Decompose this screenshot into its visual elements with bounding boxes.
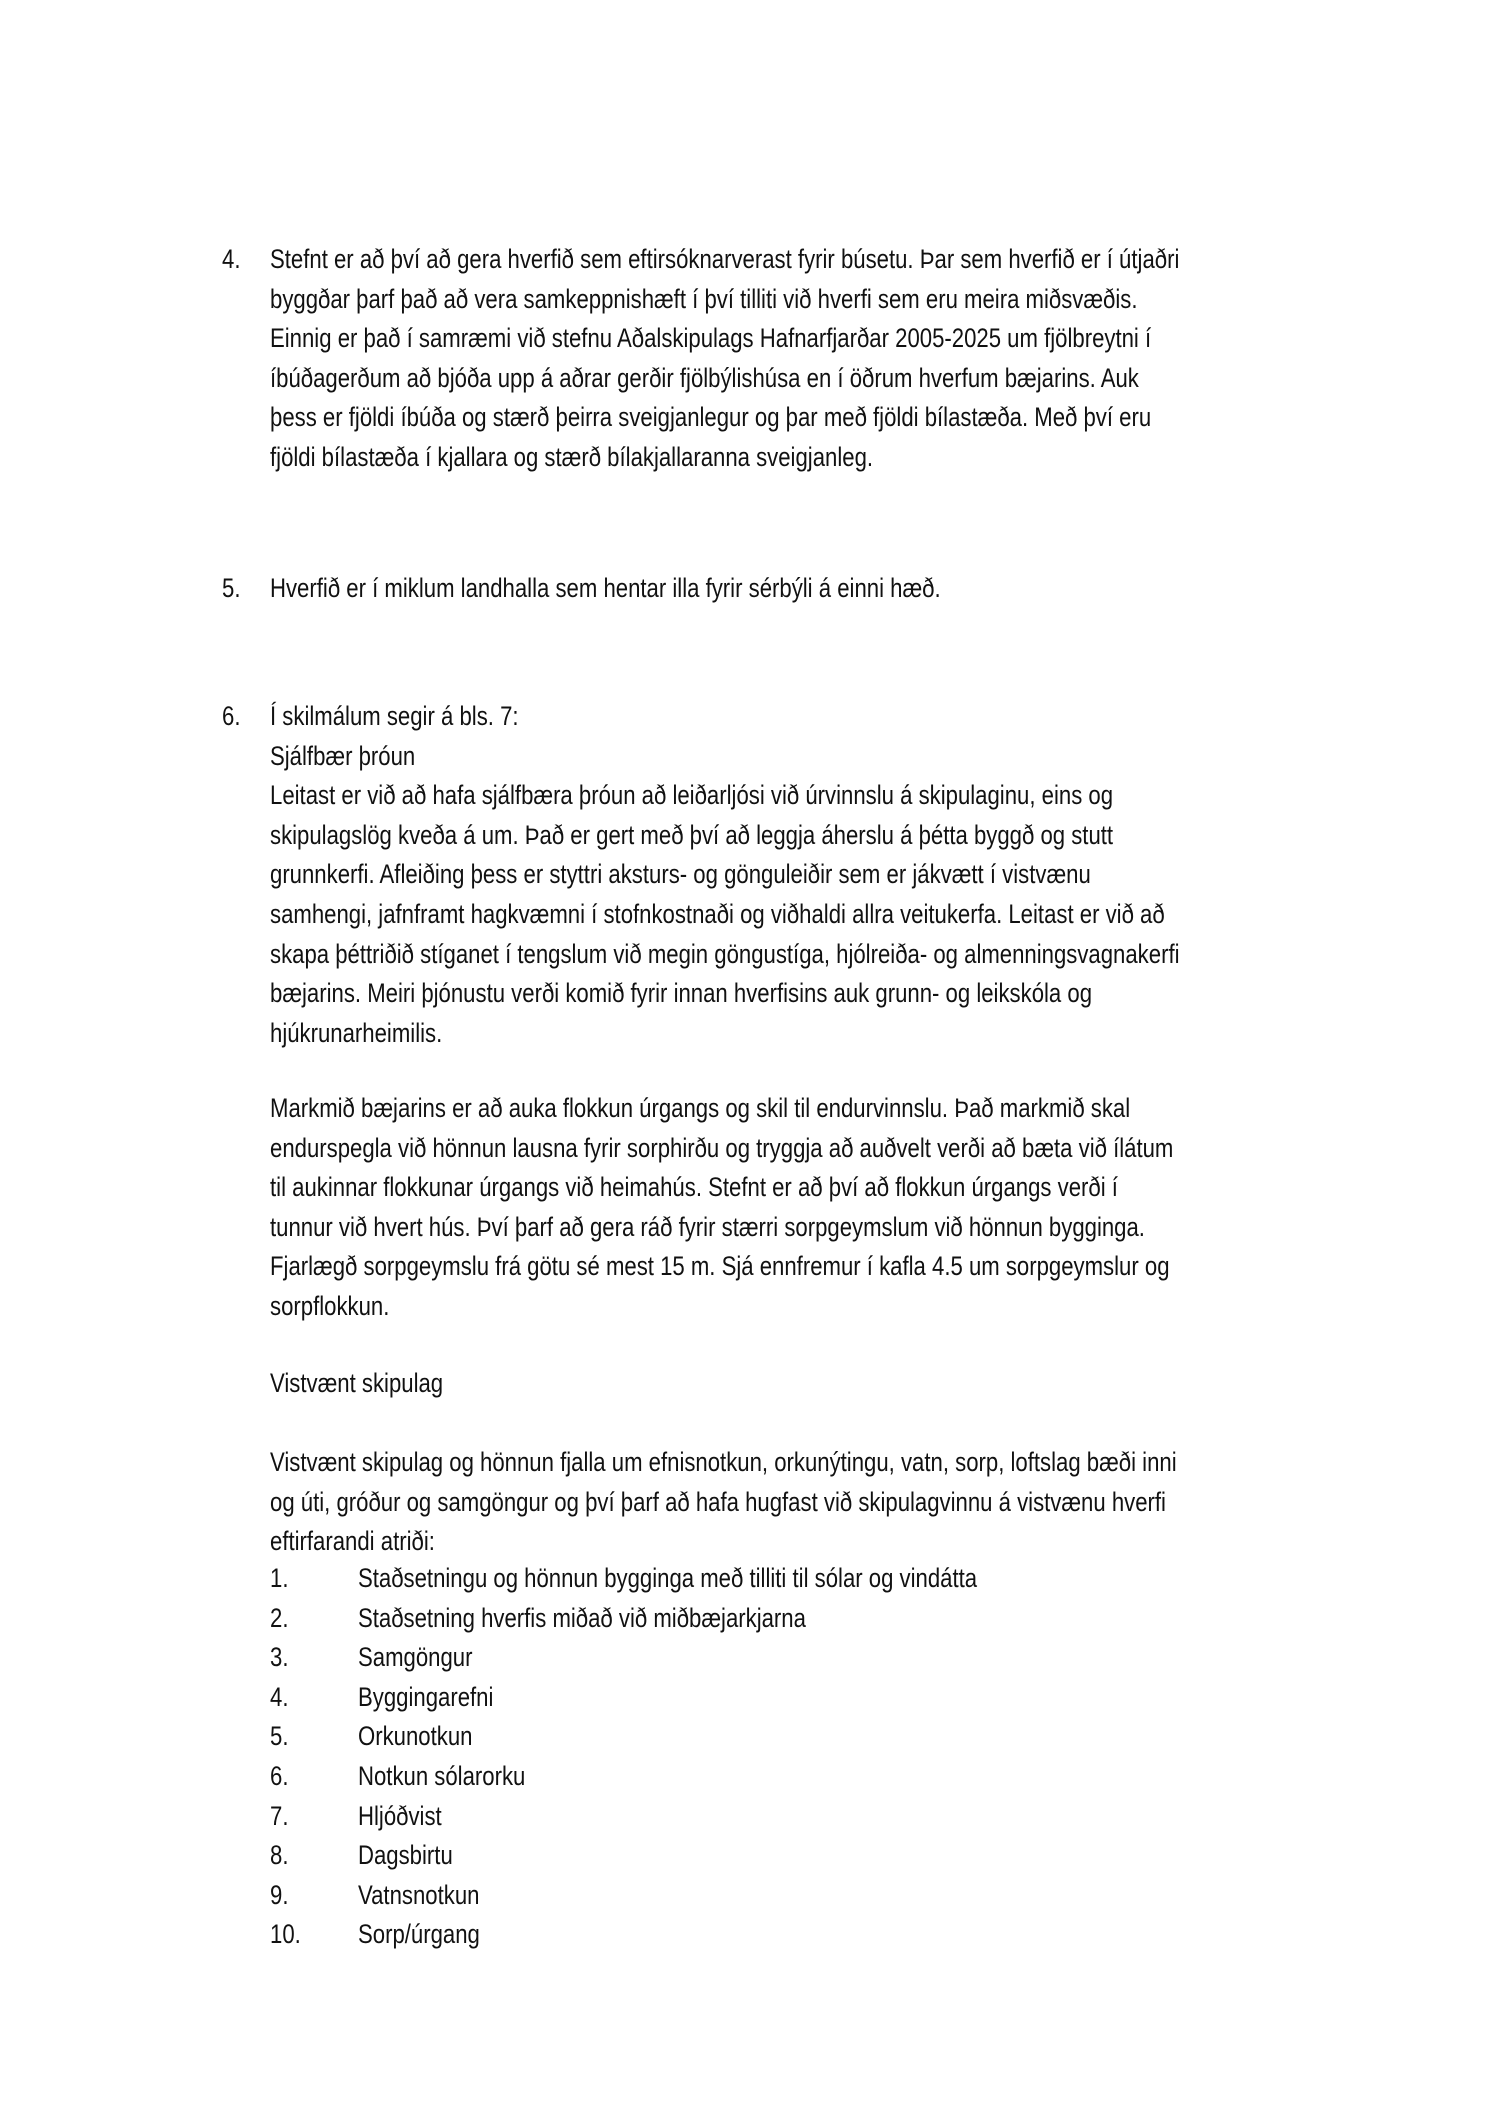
text-line: íbúðagerðum að bjóða upp á aðrar gerðir fjölbýlishúsa en í öðrum hverfum bæjarins. Auk [270, 362, 1139, 393]
list-number: 4. [270, 1681, 289, 1712]
text-line: þess er fjöldi íbúða og stærð þeirra sveigjanlegur og þar með fjöldi bílastæða. Með því eru [270, 402, 1152, 433]
list-number: 10. [270, 1919, 301, 1950]
text-line: fjöldi bílastæða í kjallara og stærð bílakjallaranna sveigjanleg. [270, 441, 874, 472]
paragraph [270, 569, 1088, 609]
item-number: 4. [222, 244, 241, 274]
text-line: grunnkerfi. Afleiðing þess er styttri aksturs- og gönguleiðir sem er jákvætt í vistvænu [270, 859, 1091, 890]
item-number: 5. [222, 573, 241, 603]
text-line: Einnig er það í samræmi við stefnu Aðalskipulags Hafnarfjarðar 2005-2025 um fjölbreytni í [270, 323, 1152, 354]
text-line: eftirfarandi atriði: [270, 1526, 435, 1557]
list-text: Hljóðvist [358, 1800, 442, 1831]
text-line: Í skilmálum segir á bls. 7: [270, 701, 519, 731]
paragraph-vistvaent [270, 1443, 1376, 1562]
text-line: Sjálfbær þróun [270, 740, 416, 771]
list-text: Sorp/úrgang [358, 1919, 480, 1950]
list-number: 8. [270, 1840, 289, 1871]
text-line: tunnur við hvert hús. Því þarf að gera ráð fyrir stærri sorpgeymslum við hönnun bygginga. [270, 1211, 1145, 1242]
list-item-6 [222, 697, 1379, 1053]
text-line: Leitast er við að hafa sjálfbæra þróun að leiðarljósi við úrvinnslu á skipulaginu, eins og [270, 780, 1114, 811]
list-number: 2. [270, 1602, 289, 1633]
list-number: 3. [270, 1642, 289, 1673]
text-line: byggðar þarf það að vera samkeppnishæft í því tilliti við hverfi sem eru meira miðsvæðis. [270, 283, 1138, 314]
item-number: 6. [222, 701, 241, 731]
text-line: skipulagslög kveða á um. Það er gert með því að leggja áherslu á þétta byggð og stutt [270, 819, 1114, 850]
list-text: Staðsetning hverfis miðað við miðbæjarkjarna [358, 1602, 806, 1633]
text-line: bæjarins. Meiri þjónustu verði komið fyrir innan hverfisins auk grunn- og leikskóla og [270, 978, 1093, 1009]
text-line: samhengi, jafnframt hagkvæmni í stofnkostnaði og viðhaldi allra veitukerfa. Leitast er við að [270, 898, 1165, 929]
list-text: Vatnsnotkun [358, 1879, 480, 1910]
text-line: Fjarlægð sorpgeymslu frá götu sé mest 15 m. Sjá ennfremur í kafla 4.5 um sorpgeymslur og [270, 1251, 1170, 1282]
list-number: 1. [270, 1563, 289, 1593]
paragraph-markmid [270, 1089, 1372, 1327]
text-line: Markmið bæjarins er að auka flokkun úrgangs og skil til endurvinnslu. Það markmið skal [270, 1093, 1131, 1123]
list-item-5 [222, 569, 1088, 609]
list-text: Byggingarefni [358, 1681, 494, 1712]
text-line: Vistvænt skipulag og hönnun fjalla um efnisnotkun, orkunýtingu, vatn, sorp, loftslag bæði inni [270, 1447, 1177, 1477]
list-number: 6. [270, 1760, 289, 1791]
list-number: 7. [270, 1800, 289, 1831]
text-line: skapa þéttriðið stíganet í tengslum við megin göngustíga, hjólreiða- og almenningsvagnakerfi [270, 938, 1180, 969]
text-line: og úti, gróður og samgöngur og því þarf að hafa hugfast við skipulagvinnu á vistvænu hverfi [270, 1486, 1166, 1517]
section-heading [270, 1364, 481, 1404]
text-line: Stefnt er að því að gera hverfið sem eftirsóknarverast fyrir búsetu. Þar sem hverfið er í útjaðri [270, 244, 1180, 274]
text-line: Hverfið er í miklum landhalla sem hentar illa fyrir sérbýli á einni hæð. [270, 573, 941, 603]
heading-text: Vistvænt skipulag [270, 1368, 444, 1398]
list-item-4 [222, 240, 1379, 478]
list-number: 9. [270, 1879, 289, 1910]
list-text: Notkun sólarorku [358, 1760, 526, 1791]
paragraph [270, 240, 1379, 478]
list-number: 5. [270, 1721, 289, 1752]
paragraph [270, 697, 1379, 1053]
list-text: Dagsbirtu [358, 1840, 453, 1871]
list-text: Orkunotkun [358, 1721, 473, 1752]
list-text: Staðsetningu og hönnun bygginga með tilliti til sólar og vindátta [358, 1563, 978, 1593]
text-line: endurspegla við hönnun lausna fyrir sorphirðu og tryggja að auðvelt verði að bæta við ílátum [270, 1132, 1174, 1163]
list-text: Samgöngur [358, 1642, 473, 1673]
text-line: hjúkrunarheimilis. [270, 1017, 443, 1048]
text-line: til aukinnar flokkunar úrgangs við heimahús. Stefnt er að því að flokkun úrgangs verði í [270, 1172, 1118, 1203]
text-line: sorpflokkun. [270, 1290, 390, 1321]
